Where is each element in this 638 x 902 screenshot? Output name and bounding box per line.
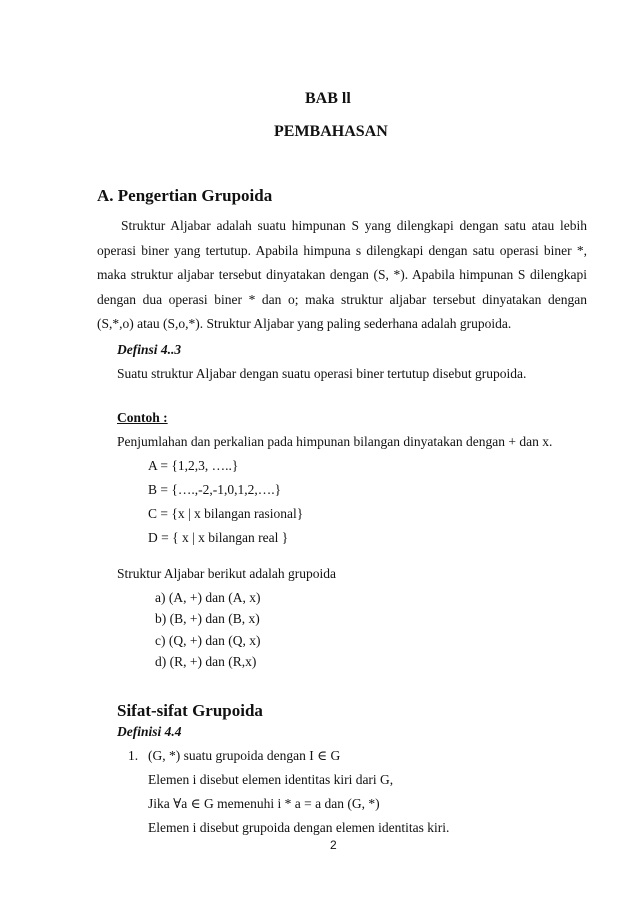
sifat-line: Elemen i disebut grupoida dengan elemen identitas kiri. — [148, 820, 450, 835]
page-number: 2 — [330, 838, 337, 852]
set-line: D = { x | x bilangan real } — [148, 530, 289, 545]
chapter-title: PEMBAHASAN — [274, 123, 388, 140]
set-line: B = {….,-2,-1,0,1,2,….} — [148, 482, 282, 497]
grupoida-list-item: c) (Q, +) dan (Q, x) — [155, 633, 261, 648]
list-number: 1. — [128, 748, 139, 763]
definisi-43-title: Definsi 4..3 — [117, 342, 182, 357]
sifat-line: (G, *) suatu grupoida dengan I ∈ G — [148, 748, 341, 763]
section-heading-pengertian: A. Pengertian Grupoida — [97, 186, 273, 205]
grupoida-list-item: d) (R, +) dan (R,x) — [155, 654, 257, 669]
set-line: C = {x | x bilangan rasional} — [148, 506, 304, 521]
definisi-43-text: Suatu struktur Aljabar dengan suatu operasi biner tertutup disebut grupoida. — [117, 366, 527, 381]
contoh-intro: Penjumlahan dan perkalian pada himpunan bilangan dinyatakan dengan + dan x. — [117, 434, 553, 449]
section-paragraph: Struktur Aljabar adalah suatu himpunan S yang dilengkapi dengan satu atau lebih operasi biner yang tertutup. Apabila himpuna s dilengkapi dengan satu operasi biner *, maka struktur aljabar tersebut dinyatakan dengan (S, *). Apabila himpunan S dilengkapi dengan dua operasi biner * dan o; maka struktur aljabar tersebut dinyatakan dengan (S,*,o) atau (S,o,*). Struktur Aljabar yang paling sederhana adalah grupoida. — [97, 218, 587, 331]
set-line: A = {1,2,3, …..} — [148, 458, 239, 473]
definisi-44-title: Definisi 4.4 — [117, 724, 182, 739]
grupoida-intro: Struktur Aljabar berikut adalah grupoida — [117, 566, 336, 581]
contoh-title: Contoh : — [117, 410, 168, 425]
grupoida-list-item: b) (B, +) dan (B, x) — [155, 611, 260, 626]
grupoida-list-item: a) (A, +) dan (A, x) — [155, 590, 261, 605]
sifat-line: Elemen i disebut elemen identitas kiri dari G, — [148, 772, 394, 787]
sifat-heading: Sifat-sifat Grupoida — [117, 701, 263, 720]
sifat-line: Jika ∀a ∈ G memenuhi i * a = a dan (G, *) — [148, 796, 380, 811]
chapter-number: BAB ll — [305, 90, 351, 107]
